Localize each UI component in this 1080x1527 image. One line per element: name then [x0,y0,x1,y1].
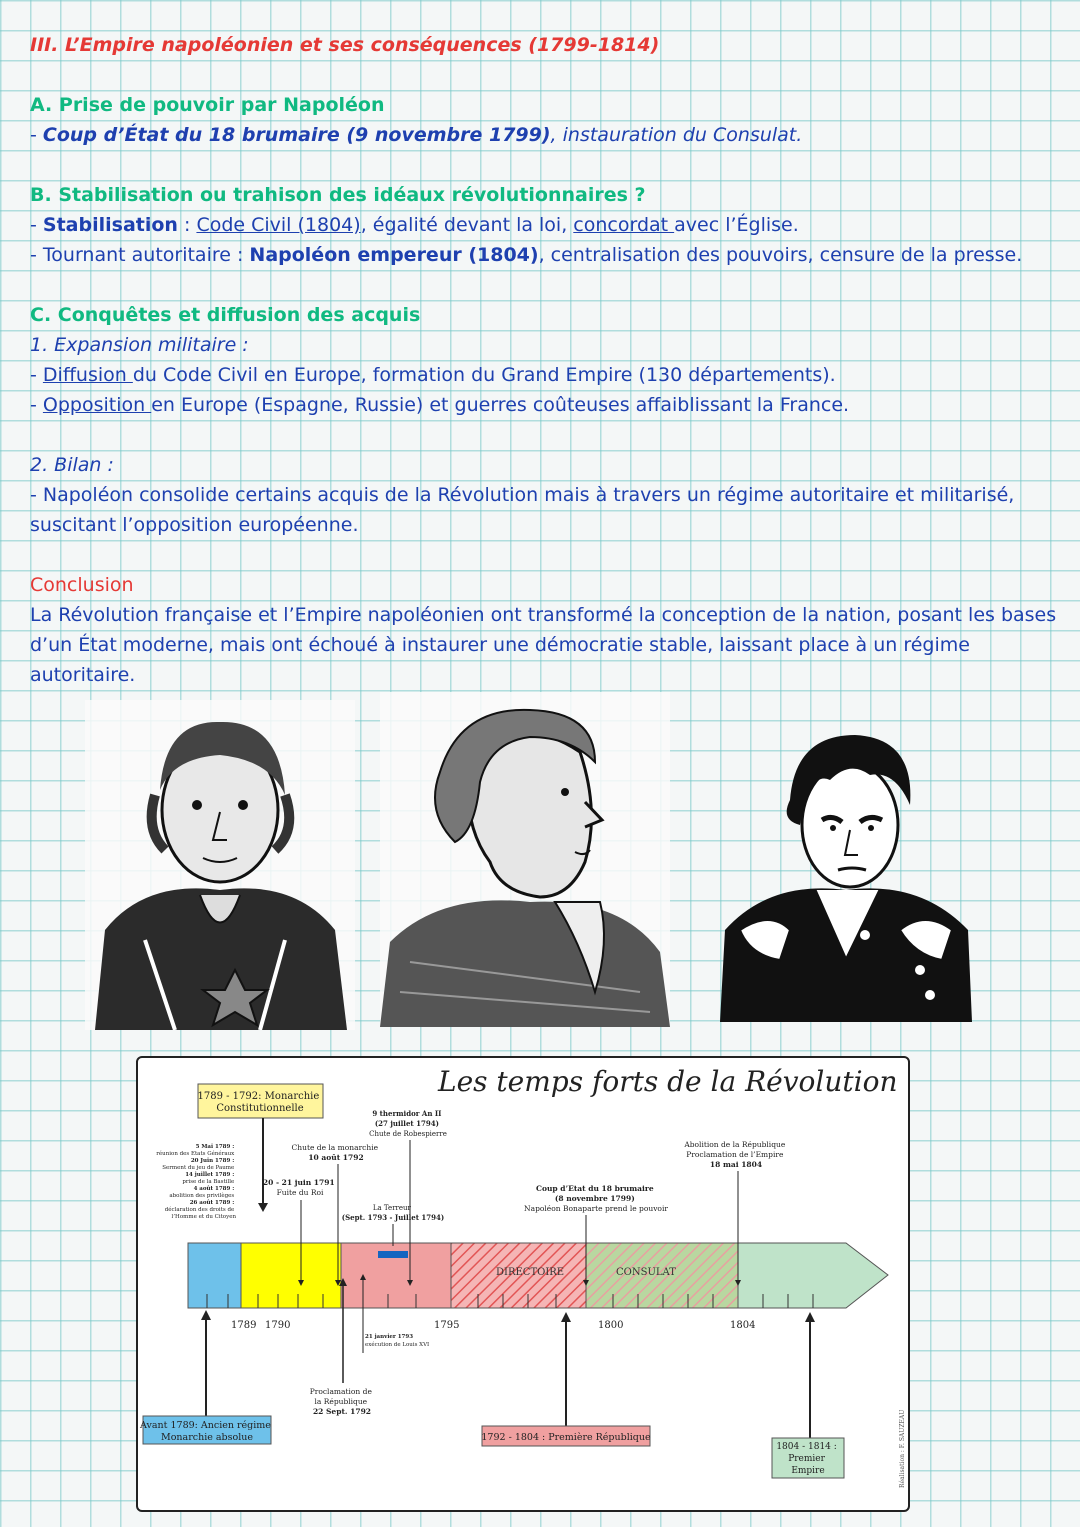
subsection-c-line2: - Opposition en Europe (Espagne, Russie) et guerres coûteuses affaiblissant la France. [30,394,850,416]
bar-monarchie-constitutionnelle [241,1243,341,1308]
bilan-line2: suscitant l’opposition européenne. [30,514,359,536]
subsection-c-title: C. Conquêtes et diffusion des acquis [30,304,421,326]
thermidor-desc: Chute de Robespierre [369,1130,447,1138]
box-premiere-republique: 1792 - 1804 : Première République [481,1432,651,1443]
svg-text:Abolition de la République [683,1140,787,1169]
box-monarchie-line2: Constitutionnelle [216,1103,304,1114]
subsection-c-sub2: 2. Bilan : [30,454,114,476]
chute-date: 10 août 1792 [308,1153,364,1162]
portrait-louis-xvi-image [85,700,355,1030]
svg-text:Chute de la monarchie 10 [292,1143,381,1162]
year-1790: 1790 [265,1320,291,1331]
conclusion-line3: autoritaire. [30,664,136,686]
abolition-label: Abolition de la République [684,1140,786,1149]
svg-text:21 janvier 1793 exécutio [365,1334,429,1348]
thermidor-date: (27 juillet 1794) [374,1119,439,1128]
bilan-line1: - Napoléon consolide certains acquis de la Révolution mais à travers un régime autoritaire et militarisé, [30,484,1015,506]
label-directoire: DIRECTOIRE [496,1267,565,1278]
proclamation-label1: Proclamation de [309,1387,372,1396]
box-empire-line3: Empire [791,1466,825,1476]
svg-text:9 thermidor An II (27 ju [369,1109,447,1138]
abolition-desc: Proclamation de l’Empire [686,1150,784,1159]
subsection-c-sub1: 1. Expansion militaire : [30,334,249,356]
terreur-label: La Terreur [372,1204,411,1212]
subsection-b-title: B. Stabilisation ou trahison des idéaux révolutionnaires ? [30,184,646,206]
terreur-marker [378,1251,408,1258]
brumaire-desc: Napoléon Bonaparte prend le pouvoir [524,1204,668,1213]
credit-text: Réalisation : F. SAUZEAU [899,1409,906,1488]
brumaire-label: Coup d’Etat du 18 brumaire [535,1184,654,1193]
box-monarchie-line1: 1789 - 1792: Monarchie [197,1091,320,1102]
timeline-figure [136,1056,910,1512]
louis16-desc: exécution de Louis XVI [365,1342,430,1348]
portrait-napoleon-image [720,730,972,1022]
conclusion-line1: La Révolution française et l’Empire napoléonien ont transformé la conception de la nation, posant les bases [30,604,1057,626]
subsection-b-line1: - Stabilisation : Code Civil (1804), égalité devant la loi, concordat avec l’Église. [30,214,799,236]
left-notes: 5 Mai 1789 : réunion des Etats Généraux 20 Juin 1789 : Serment du jeu de Paume 14 juillet 1789 : prise de la Bastille 4 août 1789 : abolition des privilèges 26 août 1789 : déclaration des droits de l’Homme et du Citoyen [156,1144,236,1220]
label-consulat: CONSULAT [616,1267,676,1278]
proclamation-date: 22 Sept. 1792 [312,1407,372,1416]
proclamation-label2: la République [314,1397,368,1406]
svg-text:20 - 21 juin 1791 Fuite [263,1178,337,1197]
brumaire-date: (8 novembre 1799) [554,1194,635,1203]
thermidor-label: 9 thermidor An II [372,1109,442,1118]
conclusion-title: Conclusion [30,574,134,596]
svg-text:La Terreur (Sept. 1793 - [342,1204,444,1222]
subsection-b-line2: - Tournant autoritaire : Napoléon empereur (1804), centralisation des pouvoirs, censure de la presse. [30,244,1023,266]
svg-text:Coup d’Etat du 18 brumaire [524,1184,668,1213]
subsection-a-line: - Coup d’État du 18 brumaire (9 novembre 1799), instauration du Consulat. [30,124,803,146]
bar-ancien-regime [188,1243,241,1308]
subsection-a-title: A. Prise de pouvoir par Napoléon [30,94,385,116]
section-title: III. L’Empire napoléonien et ses conséquences (1799-1814) [30,34,660,56]
year-1789: 1789 [231,1320,257,1331]
chute-label: Chute de la monarchie [291,1143,379,1152]
box-empire-line2: Premier [788,1454,825,1464]
year-1804: 1804 [730,1320,756,1331]
box-ancien-line1: Avant 1789: Ancien régime [140,1420,271,1431]
box-ancien-line2: Monarchie absolue [160,1432,254,1443]
svg-text:Proclamation de la Répub [310,1387,375,1416]
conclusion-line2: d’un État moderne, mais ont échoué à instaurer une démocratie stable, laissant place à un régime [30,634,970,656]
terreur-dates: (Sept. 1793 - Juillet 1794) [341,1213,445,1222]
varennes-label: Fuite du Roi [276,1188,324,1197]
portrait-robespierre-image [380,692,670,1027]
abolition-date: 18 mai 1804 [709,1160,763,1169]
year-1795: 1795 [434,1320,460,1331]
louis16-date: 21 janvier 1793 [365,1334,414,1340]
box-empire-line1: 1804 - 1814 : [776,1442,837,1452]
year-1800: 1800 [598,1320,624,1331]
varennes-date: 20 - 21 juin 1791 [262,1178,335,1187]
subsection-c-line1: - Diffusion du Code Civil en Europe, formation du Grand Empire (130 départements). [30,364,836,386]
timeline-title: Les temps forts de la Révolution [438,1065,898,1098]
